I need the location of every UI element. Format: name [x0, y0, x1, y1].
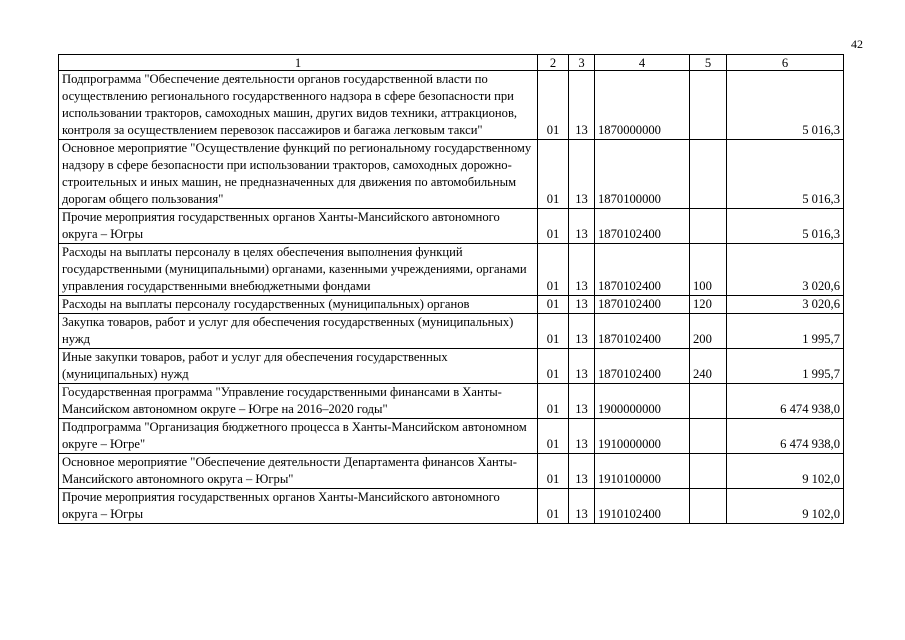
table-row — [59, 71, 844, 140]
column-header-5: 5 — [690, 55, 727, 71]
table-row — [59, 314, 844, 349]
row-expense-type — [690, 209, 727, 244]
row-expense-type — [690, 384, 727, 419]
row-section: 01 — [538, 140, 569, 209]
row-section: 01 — [538, 454, 569, 489]
row-expense-type — [690, 419, 727, 454]
row-target-code: 1870102400 — [595, 209, 690, 244]
row-expense-type — [690, 140, 727, 209]
row-section: 01 — [538, 71, 569, 140]
row-name: Иные закупки товаров, работ и услуг для обеспечения государственных (муниципальных) нужд — [59, 349, 538, 384]
column-header-2: 2 — [538, 55, 569, 71]
row-target-code: 1870102400 — [595, 244, 690, 296]
table-header-row — [59, 55, 844, 71]
row-amount: 3 020,6 — [727, 244, 844, 296]
row-name: Расходы на выплаты персоналу государственных (муниципальных) органов — [59, 296, 538, 314]
row-section: 01 — [538, 384, 569, 419]
row-section: 01 — [538, 489, 569, 524]
row-name: Прочие мероприятия государственных органов Ханты-Мансийского автономного округа – Югры — [59, 209, 538, 244]
row-name: Закупка товаров, работ и услуг для обеспечения государственных (муниципальных) нужд — [59, 314, 538, 349]
row-amount: 5 016,3 — [727, 71, 844, 140]
row-amount: 6 474 938,0 — [727, 419, 844, 454]
row-name: Расходы на выплаты персоналу в целях обеспечения выполнения функций государственными (муниципальными) органами, казенными учреждениями, органами управления государственными внебюджетными фондами — [59, 244, 538, 296]
row-amount: 5 016,3 — [727, 209, 844, 244]
row-target-code: 1870102400 — [595, 349, 690, 384]
row-subsection: 13 — [569, 71, 595, 140]
table-row — [59, 489, 844, 524]
row-name: Прочие мероприятия государственных органов Ханты-Мансийского автономного округа – Югры — [59, 489, 538, 524]
row-amount: 9 102,0 — [727, 489, 844, 524]
row-expense-type — [690, 489, 727, 524]
row-subsection: 13 — [569, 419, 595, 454]
row-subsection: 13 — [569, 454, 595, 489]
row-target-code: 1870102400 — [595, 314, 690, 349]
row-target-code: 1870100000 — [595, 140, 690, 209]
table-row — [59, 419, 844, 454]
row-name: Подпрограмма "Организация бюджетного процесса в Ханты-Мансийском автономном округе – Югре" — [59, 419, 538, 454]
page-number: 42 — [851, 37, 863, 51]
table-row — [59, 384, 844, 419]
row-subsection: 13 — [569, 384, 595, 419]
row-section: 01 — [538, 314, 569, 349]
row-section: 01 — [538, 209, 569, 244]
row-amount: 1 995,7 — [727, 314, 844, 349]
row-expense-type — [690, 71, 727, 140]
row-name: Основное мероприятие "Обеспечение деятельности Департамента финансов Ханты-Мансийского автономного округа – Югры" — [59, 454, 538, 489]
column-header-6: 6 — [727, 55, 844, 71]
row-target-code: 1900000000 — [595, 384, 690, 419]
table-row — [59, 244, 844, 296]
row-expense-type: 100 — [690, 244, 727, 296]
row-subsection: 13 — [569, 296, 595, 314]
column-header-4: 4 — [595, 55, 690, 71]
budget-table — [58, 54, 844, 524]
row-target-code: 1910000000 — [595, 419, 690, 454]
row-subsection: 13 — [569, 209, 595, 244]
table-row — [59, 296, 844, 314]
row-expense-type — [690, 454, 727, 489]
table-row — [59, 349, 844, 384]
row-name: Государственная программа "Управление государственными финансами в Ханты-Мансийском автономном округе – Югре на 2016–2020 годы" — [59, 384, 538, 419]
row-target-code: 1910100000 — [595, 454, 690, 489]
row-subsection: 13 — [569, 140, 595, 209]
row-subsection: 13 — [569, 244, 595, 296]
row-subsection: 13 — [569, 349, 595, 384]
column-header-3: 3 — [569, 55, 595, 71]
row-target-code: 1910102400 — [595, 489, 690, 524]
row-target-code: 1870000000 — [595, 71, 690, 140]
column-header-1: 1 — [59, 55, 538, 71]
row-name: Основное мероприятие "Осуществление функций по региональному государственному надзору в сфере безопасности при использовании тракторов, самоходных дорожно-строительных и иных машин, не предназначенных для движения по автомобильным дорогам общего пользования" — [59, 140, 538, 209]
row-amount: 6 474 938,0 — [727, 384, 844, 419]
row-name: Подпрограмма "Обеспечение деятельности органов государственной власти по осуществлению регионального государственного надзора в сфере безопасности при использовании тракторов, самоходных машин, других видов техники, аттракционов, контроля за осуществлением перевозок пассажиров и багажа легковым такси" — [59, 71, 538, 140]
row-subsection: 13 — [569, 314, 595, 349]
row-expense-type: 240 — [690, 349, 727, 384]
row-amount: 5 016,3 — [727, 140, 844, 209]
table-row — [59, 209, 844, 244]
row-section: 01 — [538, 296, 569, 314]
row-section: 01 — [538, 349, 569, 384]
table-row — [59, 140, 844, 209]
row-section: 01 — [538, 419, 569, 454]
row-amount: 3 020,6 — [727, 296, 844, 314]
row-target-code: 1870102400 — [595, 296, 690, 314]
row-amount: 9 102,0 — [727, 454, 844, 489]
row-amount: 1 995,7 — [727, 349, 844, 384]
row-section: 01 — [538, 244, 569, 296]
row-expense-type: 120 — [690, 296, 727, 314]
table-row — [59, 454, 844, 489]
row-expense-type: 200 — [690, 314, 727, 349]
row-subsection: 13 — [569, 489, 595, 524]
